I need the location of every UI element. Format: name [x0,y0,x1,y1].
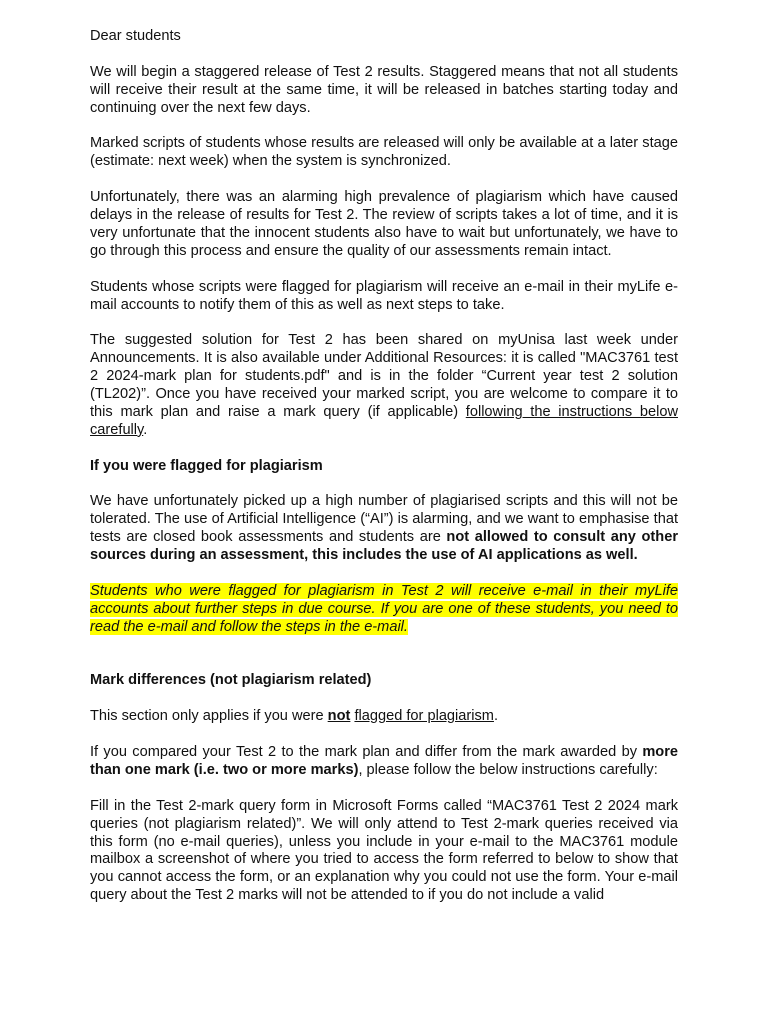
document-page [90,28,678,923]
paragraph-section-applies [90,708,678,726]
solution-text: The suggested solution for Test 2 has been shared on myUnisa last week under Announcements. It is also available under Additional Resources: it is called "MAC3761 test 2 2024-mark plan for students.pdf" and is in the folder “Current year test 2 solution (TL202)”. Once you have received your marked script, you are welcome to compare it to this mark plan and raise a mark query (if applicable) [90,332,678,420]
applies-flagged: flagged for plagiarism [354,708,494,725]
instructions-link[interactable]: following the instructions below carefully [90,403,678,438]
paragraph-flagged-email: Students whose scripts were flagged for plagiarism will receive an e-mail in their myLife e-mail accounts to notify them of this as well as next steps to take. [90,278,678,313]
paragraph-highlight-notice [90,583,678,637]
applies-not: not [327,708,351,725]
compare-end: , please follow the below instructions carefully: [358,761,658,778]
paragraph-compare-mark-plan [90,744,678,780]
ai-warning-text: We have unfortunately picked up a high number of plagiarised scripts and this will not be tolerated. The use of Artificial Intelligence (“AI”) is alarming, and we want to emphasise that tests are closed book assessments and students are [90,493,678,546]
solution-end: . [143,421,148,438]
paragraph-query-form: Fill in the Test 2-mark query form in Microsoft Forms called “MAC3761 Test 2 2024 mark queries (not plagiarism related)”. We will only attend to Test 2-mark queries received via this form (no e-mail queries), unless you include in your e-mail to the MAC3761 module mailbox a screenshot of where you tried to access the form referred to below to show that you cannot access the form, or an explanation why you could not use the form. Your e-mail query about the Test 2 marks will not be attended to if you do not include a valid [90,797,678,904]
paragraph-plagiarism-delays: Unfortunately, there was an alarming high prevalence of plagiarism which have caused delays in the release of results for Test 2. The review of scripts takes a lot of time, and it is very unfortunate that the innocent students also have to wait but unfortunately, we have to go through this process and ensure the quality of our assessments remain intact. [90,189,678,259]
heading-mark-differences: Mark differences (not plagiarism related) [90,672,372,689]
highlight-notice: Students who were flagged for plagiarism in Test 2 will receive e-mail in their myLife accounts about further steps in due course. If you are one of these students, you need to read the e-mail and follow the steps in the e-mail. [90,582,678,635]
paragraph-ai-warning [90,493,678,565]
paragraph-marked-scripts: Marked scripts of students whose results are released will only be available at a later stage (estimate: next week) when the system is synchronized. [90,135,678,170]
spacer [90,655,678,673]
applies-text: This section only applies if you were [90,708,328,725]
heading-flagged-plagiarism: If you were flagged for plagiarism [90,457,323,474]
greeting: Dear students [90,28,181,44]
applies-end: . [493,708,499,725]
compare-bold: more than one mark (i.e. two or more marks) [90,744,678,778]
paragraph-suggested-solution [90,332,678,439]
compare-text: If you compared your Test 2 to the mark plan and differ from the mark awarded by [90,744,643,761]
paragraph-staggered-release: We will begin a staggered release of Test 2 results. Staggered means that not all students will receive their result at the same time, it will be released in batches starting today and continuing over the next few days. [90,63,678,116]
ai-warning-bold: not allowed to consult any other sources during an assessment, this includes the use of AI applications as well. [90,529,678,564]
